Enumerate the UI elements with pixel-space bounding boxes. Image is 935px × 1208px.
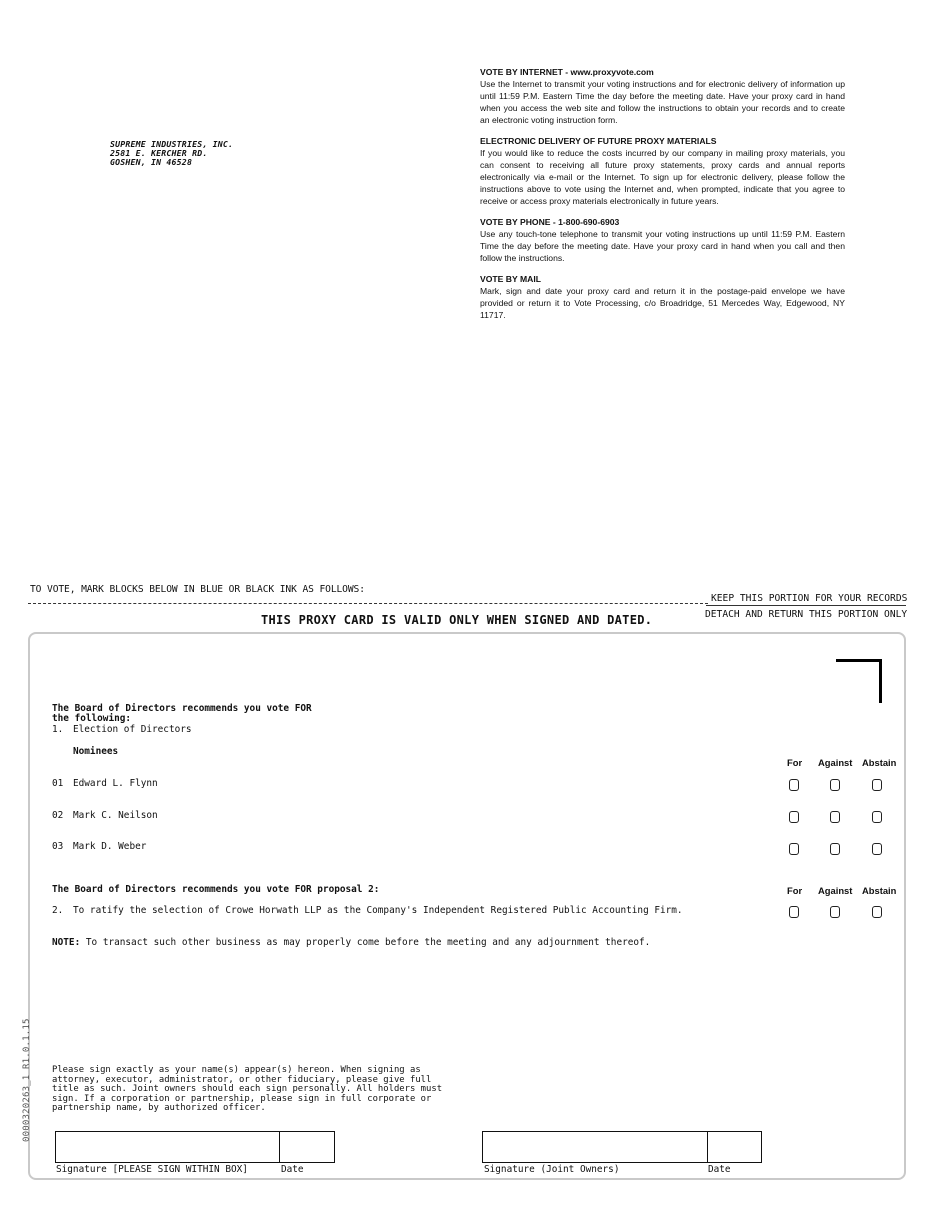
vote-internet-section <box>480 66 845 126</box>
for-header-2: For <box>787 885 803 896</box>
vote-phone-section <box>480 216 845 264</box>
nominee-3-abstain-checkbox[interactable] <box>872 843 882 855</box>
abstain-header: Abstain <box>862 757 897 768</box>
board-recommendation-2: The Board of Directors recommends you vote FOR proposal 2: <box>52 884 380 895</box>
company-address-line2: GOSHEN, IN 46528 <box>110 157 193 168</box>
against-header: Against <box>818 757 853 768</box>
electronic-delivery-heading: ELECTRONIC DELIVERY OF FUTURE PROXY MATERIALS <box>480 136 717 146</box>
nominees-label: Nominees <box>73 746 119 757</box>
against-header-2: Against <box>818 885 853 896</box>
abstain-header-2: Abstain <box>862 885 897 896</box>
nominee-1-name: Edward L. Flynn <box>73 778 158 789</box>
joint-date-label: Date <box>708 1164 731 1175</box>
company-address-line1: 2581 E. KERCHER RD. <box>110 148 208 159</box>
company-name: SUPREME INDUSTRIES, INC. <box>110 139 234 149</box>
vote-mail-section <box>480 273 845 321</box>
signature-date-divider <box>279 1131 280 1163</box>
note-line <box>52 938 650 948</box>
signature-box[interactable] <box>55 1131 335 1163</box>
item-1-number: 1. <box>52 724 64 735</box>
electronic-delivery-text: If you would like to reduce the costs incurred by our company in mailing proxy materials, you can consent to receiving all future proxy statements, proxy cards and annual reports electronically via e-mail or the Internet. To sign up for electronic delivery, please follow the instructions above to vote using the Internet and, when prompted, indicate that you agree to receive or access proxy materials electronically in future years. <box>480 148 845 206</box>
registration-corner-mark <box>836 659 882 703</box>
vote-phone-text: Use any touch-tone telephone to transmit your voting instructions up until 11:59 P.M. Eastern Time the day before the meeting date. Have your proxy card in hand when you call and then follow the instructions. <box>480 229 845 263</box>
vote-mail-heading: VOTE BY MAIL <box>480 274 541 284</box>
mark-instruction: TO VOTE, MARK BLOCKS BELOW IN BLUE OR BLACK INK AS FOLLOWS: <box>30 584 365 595</box>
signature-label: Signature [PLEASE SIGN WITHIN BOX] <box>56 1164 248 1175</box>
joint-signature-date-divider <box>707 1131 708 1163</box>
document-control-number: 0000320263_1 R1.0.1.15 <box>22 1018 32 1142</box>
signing-instructions: Please sign exactly as your name(s) appear(s) hereon. When signing as attorney, executor, administrator, or other fiduciary, please give full title as such. Joint owners should each sign personally. All holders must sign. If a corporation or partnership, please sign in full corporate or partnership name, by authorized officer. <box>52 1065 443 1114</box>
detach-dashed-line <box>28 603 708 604</box>
nominee-3-number: 03 <box>52 841 64 852</box>
item-1-label: Election of Directors <box>73 724 192 735</box>
vote-internet-heading: VOTE BY INTERNET - www.proxyvote.com <box>480 67 654 77</box>
nominee-2-for-checkbox[interactable] <box>789 811 799 823</box>
nominee-1-against-checkbox[interactable] <box>830 779 840 791</box>
electronic-delivery-section <box>480 135 845 207</box>
nominee-1-number: 01 <box>52 778 64 789</box>
nominee-3-for-checkbox[interactable] <box>789 843 799 855</box>
joint-signature-label: Signature (Joint Owners) <box>484 1164 620 1175</box>
vote-internet-text: Use the Internet to transmit your voting instructions and for electronic delivery of information up until 11:59 P.M. Eastern Time the day before the meeting date. Have your proxy card in hand when you access the web site and follow the instructions to obtain your records and to create an electronic voting instruction form. <box>480 79 845 125</box>
voting-instructions <box>480 66 845 330</box>
detach-portion-label: DETACH AND RETURN THIS PORTION ONLY <box>705 609 908 620</box>
item-2-text: To ratify the selection of Crowe Horwath LLP as the Company's Independent Registered Public Accounting Firm. <box>73 905 683 916</box>
company-address <box>110 140 233 168</box>
nominee-2-abstain-checkbox[interactable] <box>872 811 882 823</box>
date-label: Date <box>281 1164 304 1175</box>
keep-portion-rule <box>706 605 906 606</box>
for-header: For <box>787 757 803 768</box>
joint-signature-box[interactable] <box>482 1131 762 1163</box>
valid-only-notice: THIS PROXY CARD IS VALID ONLY WHEN SIGNED AND DATED. <box>261 613 653 627</box>
board-recommendation-1: The Board of Directors recommends you vote FOR the following: <box>52 703 312 725</box>
vote-phone-heading: VOTE BY PHONE - 1-800-690-6903 <box>480 217 620 227</box>
nominee-3-name: Mark D. Weber <box>73 841 147 852</box>
proposal-2-abstain-checkbox[interactable] <box>872 906 882 918</box>
nominee-2-name: Mark C. Neilson <box>73 810 158 821</box>
note-label: NOTE: <box>52 937 81 948</box>
nominee-1-for-checkbox[interactable] <box>789 779 799 791</box>
note-text: To transact such other business as may properly come before the meeting and any adjournment thereof. <box>85 937 651 948</box>
item-2-number: 2. <box>52 905 64 916</box>
keep-portion-label: KEEP THIS PORTION FOR YOUR RECORDS <box>711 593 908 604</box>
nominee-2-number: 02 <box>52 810 64 821</box>
proposal-2-for-checkbox[interactable] <box>789 906 799 918</box>
nominee-2-against-checkbox[interactable] <box>830 811 840 823</box>
nominee-1-abstain-checkbox[interactable] <box>872 779 882 791</box>
vote-mail-text: Mark, sign and date your proxy card and return it in the postage-paid envelope we have provided or return it to Vote Processing, c/o Broadridge, 51 Mercedes Way, Edgewood, NY 11717. <box>480 286 845 320</box>
nominee-3-against-checkbox[interactable] <box>830 843 840 855</box>
proposal-2-against-checkbox[interactable] <box>830 906 840 918</box>
